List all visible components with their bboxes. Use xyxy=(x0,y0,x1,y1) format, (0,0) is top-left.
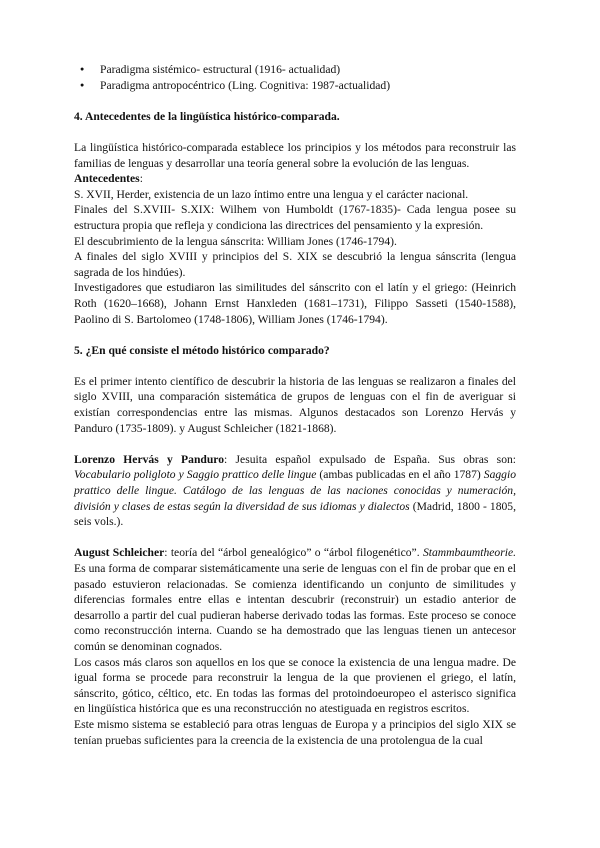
work-title: Vocabulario poligloto y Saggio prattico delle lingue xyxy=(74,468,317,482)
paragraph: S. XVII, Herder, existencia de un lazo íntimo entre una lengua y el carácter nacional. xyxy=(74,187,469,201)
work-title: Saggio prattico delle lingue. xyxy=(74,468,516,498)
section-heading-5: 5. ¿En qué consiste el método histórico comparado? xyxy=(74,343,330,357)
hervas-paragraph: Lorenzo Hervás y Panduro: Jesuita español expulsado de España. Sus obras son: Vocabulario poligloto y Saggio prattico delle lingue (ambas publicadas en el año 1787) Saggio prattico delle lingue. Catálogo de las lenguas de las naciones conocidas y numeración, división y clases de estas según la diversidad de sus idiomas y dialectos (Madrid, 1800 - 1805, seis vols.). xyxy=(74,452,517,529)
schleicher-name: August Schleicher xyxy=(74,546,165,560)
work-title: Catálogo de las lenguas de las naciones conocidas y numeración, división y clases de estas según la diversidad de sus idiomas y dialectos xyxy=(74,484,516,513)
paragraph: Finales del S.XVIII- S.XIX: Wilhem von Humboldt (1767-1835)- Cada lengua posee su estructura propia que refleja y condiciona las directrices del pensamiento y la expresión. xyxy=(74,203,516,232)
paragraph: Este mismo sistema se estableció para otras lenguas de Europa y a principios del siglo XIX se tenían pruebas suficientes para la creencia de la existencia de una protolengua de la cual xyxy=(74,717,516,747)
list-item: ● Paradigma antropocéntrico (Ling. Cognitiva: 1987-actualidad) xyxy=(94,78,516,94)
hervas-name: Lorenzo Hervás y Panduro xyxy=(74,452,225,466)
paragraph: Investigadores que estudiaron las similitudes del sánscrito con el latín y el griego: (Heinrich Roth (1620–1668), Johann Ernst Hanxleden (1681–1731), Filippo Sasseti (1540-1588), Paolino di S. Bartolomeo (1748-1806), William Jones (1746-1794). xyxy=(74,281,516,326)
schleicher-paragraph: August Schleicher: teoría del “árbol genealógico” o “árbol filogenético”. Stammbaumtheorie. Es una forma de comparar sistemáticamente una serie de lenguas con el fin de probar que en el pasado estuvieron relacionadas. Se comienza identificando un conjunto de similitudes y diferencias formales entre ellas e intentan descubrir (reconstruir) un estadio anterior de desarrollo a partir del cual pudieran haberse derivado todas las formas. Este proceso se conoce como reconstrucción interna. Cuando se ha demostrado que las lenguas tienen un antecesor común se denominan cognados. xyxy=(74,546,516,653)
section-heading-4: 4. Antecedentes de la lingüística histórico-comparada. xyxy=(74,109,340,123)
paragraph: Los casos más claros son aquellos en los que se conoce la existencia de una lengua madre. De igual forma se procede para reconstruir la lengua de la que provienen el griego, el latín, sánscrito, gótico, céltico, etc. En todas las formas del protoindoeuropeo el asterisco significa en lingüística histórica que es una reconstrucción no atestiguada en registros escritos. xyxy=(74,655,516,716)
antecedentes-line: Antecedentes: xyxy=(74,172,143,186)
list-item: ● Paradigma sistémico- estructural (1916- actualidad) xyxy=(94,62,516,78)
paragraph: A finales del siglo XVIII y principios del S. XIX se descubrió la lengua sánscrita (lengua sagrada de los hindúes). xyxy=(74,250,516,279)
antecedentes-label: Antecedentes xyxy=(74,172,140,186)
paragraph: Es el primer intento científico de descubrir la historia de las lenguas se realizaron a finales del siglo XVIII, una comparación sistemática de grupos de lenguas con el fin de averiguar si existían correspondencias entre las mismas. Algunos destacados son Lorenzo Hervás y Panduro (1735-1809). y August Schleicher (1821-1868). xyxy=(74,374,516,435)
paragraph: El descubrimiento de la lengua sánscrita: William Jones (1746-1794). xyxy=(74,234,397,248)
paragraph: La lingüística histórico-comparada establece los principios y los métodos para reconstruir las familias de lenguas y desarrollar una teoría general sobre la evolución de las lenguas. xyxy=(74,140,516,170)
term: Stammbaumtheorie. xyxy=(422,546,516,560)
paradigm-list xyxy=(74,62,516,93)
